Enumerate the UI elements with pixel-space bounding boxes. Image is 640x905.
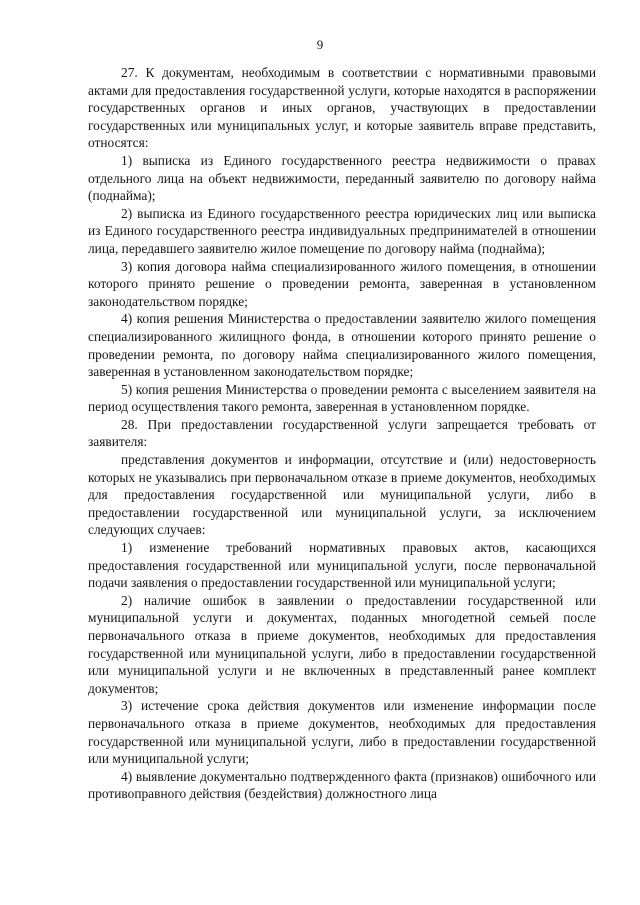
list-item-28-3: 3) истечение срока действия документов или изменение информации после первоначального отказа в приеме документов, необходимых для предоставления государственной или муниципальной услуги, либо в предоставлении государственной или муниципальной услуги; — [88, 698, 596, 767]
list-item-27-2: 2) выписка из Единого государственного реестра юридических лиц или выписка из Единого государственного реестра индивидуальных предпринимателей в отношении лица, передавшего заявителю жилое помещение по договору найма (поднайма); — [88, 205, 596, 256]
list-item-27-1: 1) выписка из Единого государственного реестра недвижимости о правах отдельного лица на объект недвижимости, переданный заявителю по договору найма (поднайма); — [88, 152, 596, 204]
list-item-27-3: 3) копия договора найма специализированного жилого помещения, в отношении которого принято решение о проведении ремонта, заверенная в установленном законодательством порядке; — [88, 258, 596, 309]
paragraph-28: 28. При предоставлении государственной услуги запрещается требовать от заявителя: — [88, 416, 596, 450]
list-item-27-5: 5) копия решения Министерства о проведении ремонта с выселением заявителя на период осуществления такого ремонта, заверенная в установленном порядке. — [88, 381, 596, 415]
list-item-27-4: 4) копия решения Министерства о предоставлении заявителю жилого помещения специализированного жилищного фонда, в отношении которого принято решение о проведении ремонта, по договору найма специализированного жилого помещения, заверенная в установленном законодательством порядке; — [88, 311, 596, 380]
list-item-28-1: 1) изменение требований нормативных правовых актов, касающихся предоставления государственной или муниципальной услуги, после первоначальной подачи заявления о предоставлении государственной или муниципальной услуги; — [88, 540, 596, 591]
paragraph-28-intro: представления документов и информации, отсутствие и (или) недостоверность которых не указывались при первоначальном отказе в приеме документов, необходимых для предоставления государственной или муниципальной услуги, либо в предоставлении государственной или муниципальной услуги, за исключением следующих случаев: — [88, 452, 596, 538]
page-number: 9 — [316, 37, 324, 52]
paragraph-27: 27. К документам, необходимым в соответствии с нормативными правовыми актами для предоставления государственной услуги, которые находятся в распоряжении государственных органов и иных органов, участвующих в предоставлении государственных или муниципальных услуг, и которые заявитель вправе представить, относятся: — [88, 65, 596, 151]
list-item-28-4: 4) выявление документально подтвержденного факта (признаков) ошибочного или противоправного действия (бездействия) должностного лица — [88, 768, 596, 802]
list-item-28-2: 2) наличие ошибок в заявлении о предоставлении государственной или муниципальной услуги и документах, поданных многодетной семьей после первоначального отказа в приеме документов, необходимых для предоставления государственной или муниципальной услуги, либо в предоставлении государственной или муниципальной услуги и не включенных в представленный ранее комплект документов; — [88, 592, 596, 696]
document-body — [88, 64, 596, 803]
